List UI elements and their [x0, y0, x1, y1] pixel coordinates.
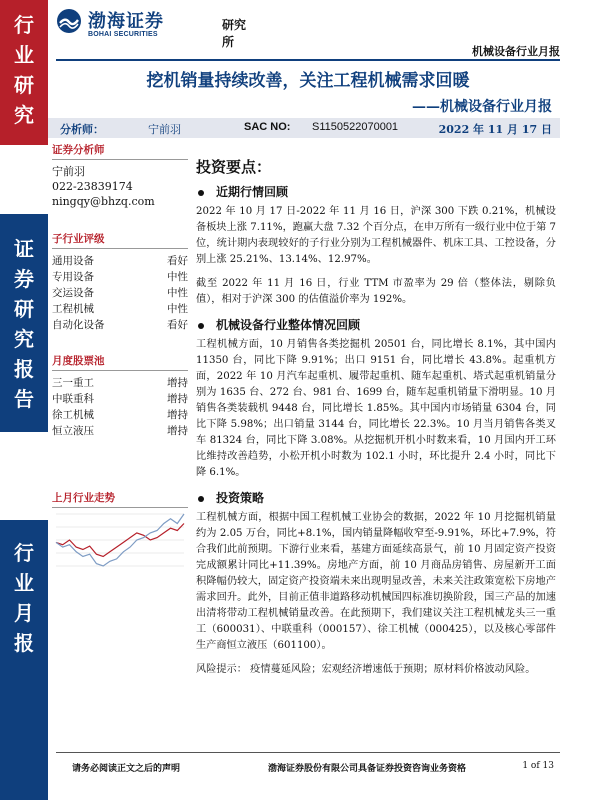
paragraph: 工程机械方面，根据中国工程机械工业协会的数据，2022 年 10 月挖掘机销量约为 2.05 万台，同比+8.1%，国内销量降幅收窄至-9.91%，环比+7.9%，符合我们此前预期。下游行业来看，基建方面延续高景气，前 10 月固定资产投资完成额累计同比+11.39%。房地产方面，前 10 月商品房销售、房屋新开工面积降幅仍较大，固定资产投资端未来出现明显改善，未来关注政策宽松下房地产需求回升。此外，目前正值非道路移动机械国四标准切换阶段，国三产品的加速出清将带动工程机械销量改善。在此预期下，我们建议关注工程机械龙头三一重工（600031）、中联重科（000157）、徐工机械（000425），以及核心零部件生产商恒立液压（601100）。: [196, 512, 556, 651]
industry-trend-chart: [52, 510, 188, 572]
bar-char: 究: [14, 103, 34, 127]
bar-char: 究: [14, 327, 34, 351]
sidebar: [52, 142, 188, 449]
rating-name: 交运设备: [52, 287, 94, 299]
company-logo: [56, 6, 256, 49]
contact-name: 宁前羽: [52, 165, 85, 178]
rating-heading: 子行业评级: [52, 231, 188, 249]
stock-rating: 增持: [167, 409, 188, 421]
rating-value: 看好: [167, 255, 188, 267]
sac-number: S1150522070001: [312, 121, 399, 133]
bar-char: 报: [14, 631, 34, 655]
logo-chinese-name: 渤海证券: [88, 11, 164, 32]
section-title: 机械设备行业整体情况回顾: [216, 318, 361, 332]
section-title: 近期行情回顾: [216, 185, 289, 199]
bar-char: 告: [14, 387, 34, 411]
bar-char: 证: [14, 237, 34, 261]
rating-value: 中性: [167, 271, 188, 283]
sub-industry-rating-block: [52, 231, 188, 333]
rating-value: 中性: [167, 287, 188, 299]
rating-name: 自动化设备: [52, 319, 105, 331]
page-number: 1 of 13: [522, 761, 554, 771]
stock-pool-heading: 月度股票池: [52, 353, 188, 371]
header-divider: [56, 59, 560, 61]
bar-char: 报: [14, 357, 34, 381]
bar-char: 业: [14, 571, 34, 595]
rating-row: [52, 317, 188, 333]
footer-disclaimer: 请务必阅读正文之后的声明: [72, 764, 181, 774]
stock-pool-block: [52, 353, 188, 439]
page-footer: [56, 752, 560, 792]
stock-name: 恒立液压: [52, 425, 94, 437]
trend-heading: 上月行业走势: [52, 490, 188, 508]
rating-name: 工程机械: [52, 303, 94, 315]
rating-name: 专用设备: [52, 271, 94, 283]
bar-char: 行: [14, 13, 34, 37]
report-type: 机械设备行业月报: [472, 45, 560, 58]
bar-char: 月: [14, 601, 34, 625]
footer-company: 渤海证券股份有限公司具备证券投资咨询业务资格: [268, 764, 467, 774]
risk-warning: 风险提示： 疫情蔓延风险；宏观经济增速低于预期；原材料价格波动风险。: [196, 664, 536, 675]
stock-rating: 增持: [167, 425, 188, 437]
industry-trend-chart-block: [52, 490, 188, 570]
bar-char: 业: [14, 43, 34, 67]
bullet-icon: [198, 496, 204, 502]
sac-label: SAC NO:: [244, 121, 291, 133]
section-heading: [198, 183, 556, 200]
chart-grid: [56, 514, 184, 566]
page-subtitle: ——机械设备行业月报: [412, 99, 552, 115]
bar-char: 行: [14, 541, 34, 565]
rating-row: [52, 301, 188, 317]
bar-char: 券: [14, 267, 34, 291]
stock-row: [52, 391, 188, 407]
page-title: 挖机销量持续改善，关注工程机械需求回暖: [146, 71, 470, 91]
rating-row: [52, 269, 188, 285]
contact-email[interactable]: ningqy@bhzq.com: [52, 195, 155, 208]
rating-name: 通用设备: [52, 255, 94, 267]
bullet-icon: [198, 190, 204, 196]
left-bar-monthly-report: [0, 520, 48, 800]
stock-row: [52, 375, 188, 391]
section-title: 投资策略: [216, 491, 265, 505]
paragraph: 工程机械方面，10 月销售各类挖掘机 20501 台，同比增长 8.1%，其中国内 11350 台，同比下降 9.91%；出口 9151 台，同比增长 43.8%。起重机方面，2022 年 10 月汽车起重机、履带起重机、随车起重机、塔式起重机销量分别为 1635 台、272 台、981 台、1699 台，随车起重机销量下滑明显。10 月销售各类装载机 9448 台，同比增长 1.85%。其中国内市场销量 6304 台，同比下降 5.98%；出口销量 3144 台，同比增长 22.3%。10 月当月销售各类叉车 81324 台，同比下降 3.08%。从挖掘机开机小时数来看，10 月国内开工环比维持改善趋势，小松开机小时数为 102.1 小时，环比提升 2.4 小时，同比下降 6.1%。: [196, 339, 556, 478]
investment-highlights-heading: 投资要点：: [196, 158, 272, 176]
analyst-heading: 证券分析师: [52, 142, 188, 160]
rating-row: [52, 285, 188, 301]
left-bar-securities-report: [0, 214, 48, 432]
rating-value: 中性: [167, 303, 188, 315]
stock-name: 三一重工: [52, 377, 94, 389]
stock-name: 中联重科: [52, 393, 94, 405]
bohai-logo-icon: [56, 8, 82, 34]
analyst-label: 分析师：: [60, 123, 104, 136]
bullet-icon: [198, 323, 204, 329]
logo-english-name: BOHAI SECURITIES: [88, 31, 158, 38]
stock-name: 徐工机械: [52, 409, 94, 421]
rating-row: [52, 253, 188, 269]
stock-row: [52, 423, 188, 439]
section-heading: [198, 489, 556, 506]
analyst-contact-block: [52, 142, 188, 209]
stock-rating: 增持: [167, 393, 188, 405]
stock-row: [52, 407, 188, 423]
report-date: 2022 年 11 月 17 日: [438, 123, 552, 136]
contact-phone: 022-23839174: [52, 180, 133, 193]
main-content: [196, 156, 556, 678]
rating-value: 看好: [167, 319, 188, 331]
analyst-info-bar: [48, 118, 560, 138]
paragraph: 2022 年 10 月 17 日-2022 年 11 月 16 日，沪深 300 下跌 0.21%，机械设备板块上涨 7.11%，跑赢大盘 7.32 个百分点，在申万所有一级行业中位于第 7 位，统计期内表现较好的子行业分别为工程机械器件、机床工具、工控设备，分别上涨 25.21%、13.14%、12.97%。: [196, 206, 556, 265]
stock-rating: 增持: [167, 377, 188, 389]
bar-char: 研: [14, 297, 34, 321]
paragraph: 截至 2022 年 11 月 16 日，行业 TTM 市盈率为 29 倍（整体法，剔除负值），相对于沪深 300 的估值溢价率为 192%。: [196, 278, 556, 305]
left-bar-industry-research: [0, 0, 48, 145]
institute-label: 研究所: [222, 18, 247, 49]
bar-char: 研: [14, 73, 34, 97]
analyst-name: 宁前羽: [148, 123, 181, 136]
section-heading: [198, 316, 556, 333]
